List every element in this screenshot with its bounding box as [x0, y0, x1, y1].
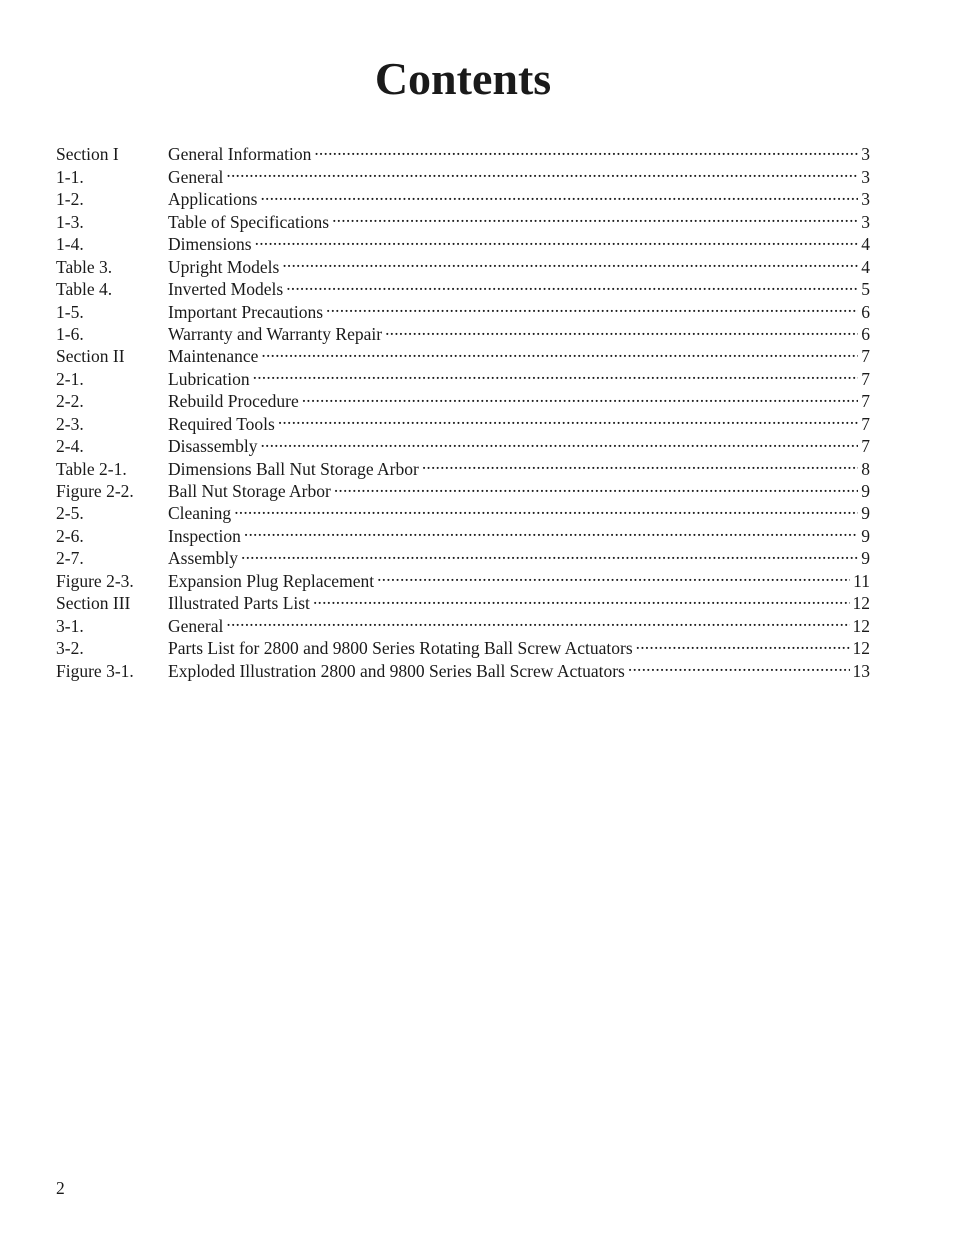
toc-entry-title: General [168, 615, 224, 636]
toc-entry-label: Section III [56, 593, 131, 614]
toc-entry-title: Lubrication [168, 368, 250, 389]
toc-entry-label: Section II [56, 346, 125, 367]
toc-entry-page-number: 12 [852, 615, 870, 636]
toc-dot-leader [241, 542, 858, 564]
toc-entry-label: Figure 2-2. [56, 481, 134, 501]
toc-dot-leader [332, 205, 858, 227]
toc-dot-leader [422, 452, 858, 474]
toc-entry-title: Illustrated Parts List [168, 593, 310, 614]
toc-entry-title: Dimensions Ball Nut Storage Arbor [168, 458, 419, 479]
toc-entry-title: Required Tools [168, 413, 275, 434]
toc-entry-page-number: 7 [861, 436, 870, 457]
toc-entry-title: Dimensions [168, 234, 252, 255]
toc-entry-label: Section I [56, 144, 119, 165]
toc-entry-page-number: 7 [861, 391, 870, 412]
toc-dot-leader [334, 475, 858, 497]
toc-entry-label: 2-3. [56, 413, 84, 434]
toc-dot-leader [385, 318, 858, 340]
toc-entry-page-number: 7 [861, 368, 870, 389]
toc-entry-label: 1-1. [56, 166, 84, 187]
toc-entry-title: Cleaning [168, 503, 232, 524]
toc-entry-page-number: 9 [861, 548, 870, 569]
toc-dot-leader [313, 587, 850, 609]
toc-entry-title: General Information [168, 144, 312, 165]
toc-entry-label: 1-2. [56, 189, 84, 210]
toc-entry-page-number: 13 [852, 660, 870, 681]
toc-entry-title: Rebuild Procedure [168, 391, 299, 412]
toc-dot-leader [278, 407, 858, 429]
toc-entry-label: 2-5. [56, 503, 84, 524]
toc-entry-page-number: 3 [861, 144, 870, 165]
toc-dot-leader [260, 430, 858, 452]
toc-entry-title: Warranty and Warranty Repair [168, 323, 383, 344]
toc-entry-title: Applications [168, 189, 258, 210]
toc-entry-title: General [168, 166, 224, 187]
toc-entry-page-number: 5 [861, 279, 870, 300]
toc-entry-label: 1-3. [56, 211, 84, 232]
toc-entry[interactable] [56, 138, 870, 165]
toc-entry-label: Figure 3-1. [56, 660, 134, 681]
toc-entry-page-number: 4 [861, 234, 870, 255]
toc-entry-label: 3-1. [56, 615, 84, 636]
table-of-contents [56, 138, 870, 681]
toc-entry-label: 3-2. [56, 638, 84, 659]
toc-dot-leader [261, 340, 858, 362]
toc-entry-label: 2-2. [56, 391, 84, 412]
toc-dot-leader [314, 138, 858, 160]
toc-entry-label: 1-6. [56, 323, 84, 344]
toc-dot-leader [326, 295, 858, 317]
toc-entry-title: Inverted Models [168, 279, 284, 300]
toc-dot-leader [302, 385, 859, 407]
toc-entry-page-number: 7 [861, 413, 870, 434]
toc-dot-leader [255, 228, 859, 250]
toc-entry-title: Exploded Illustration 2800 and 9800 Series Ball Screw Actuators [168, 660, 625, 681]
toc-entry-title: Disassembly [168, 436, 258, 457]
toc-entry-label: 1-4. [56, 234, 84, 255]
toc-entry-title: Parts List for 2800 and 9800 Series Rotating Ball Screw Actuators [168, 638, 633, 659]
toc-dot-leader [636, 632, 850, 654]
toc-entry-title: Inspection [168, 525, 241, 546]
toc-dot-leader [377, 564, 850, 586]
toc-entry-label: 2-1. [56, 368, 84, 389]
toc-dot-leader [234, 497, 858, 519]
toc-dot-leader [286, 273, 858, 295]
toc-dot-leader [244, 519, 858, 541]
toc-dot-leader [226, 160, 858, 182]
toc-entry-label: Figure 2-3. [56, 570, 134, 591]
toc-entry-page-number: 6 [861, 301, 870, 322]
toc-entry-page-number: 6 [861, 323, 870, 344]
toc-entry-page-number: 9 [861, 525, 870, 546]
toc-entry-title: Table of Specifications [168, 211, 330, 232]
toc-entry-page-number: 3 [861, 189, 870, 210]
toc-entry-page-number: 3 [861, 211, 870, 232]
toc-dot-leader [282, 250, 858, 272]
toc-entry-page-number: 9 [861, 481, 870, 501]
toc-entry-title: Important Precautions [168, 301, 324, 322]
toc-entry-title: Upright Models [168, 256, 280, 277]
toc-entry-label: Table 4. [56, 279, 113, 300]
toc-entry-title: Ball Nut Storage Arbor [168, 481, 331, 501]
toc-entry-page-number: 7 [861, 346, 870, 367]
toc-entry-label: 1-5. [56, 301, 84, 322]
toc-entry-page-number: 12 [852, 593, 870, 614]
toc-entry-page-number: 8 [861, 458, 870, 479]
toc-entry-title: Expansion Plug Replacement [168, 570, 375, 591]
toc-dot-leader [260, 183, 858, 205]
toc-dot-leader [628, 654, 850, 676]
toc-dot-leader [253, 362, 859, 384]
toc-entry-label: 2-7. [56, 548, 84, 569]
toc-entry-page-number: 9 [861, 503, 870, 524]
toc-entry-page-number: 12 [852, 638, 870, 659]
toc-entry-page-number: 11 [853, 570, 870, 591]
toc-entry-label: Table 2-1. [56, 458, 127, 479]
page-title: Contents [374, 53, 552, 104]
toc-entry-page-number: 3 [861, 166, 870, 187]
page-number: 2 [56, 1178, 65, 1198]
toc-entry-label: Table 3. [56, 256, 113, 277]
toc-entry-label: 2-6. [56, 525, 84, 546]
toc-entry-title: Maintenance [168, 346, 259, 367]
toc-entry-page-number: 4 [861, 256, 870, 277]
toc-entry-title: Assembly [168, 548, 238, 569]
toc-dot-leader [226, 609, 849, 631]
toc-entry-label: 2-4. [56, 436, 84, 457]
